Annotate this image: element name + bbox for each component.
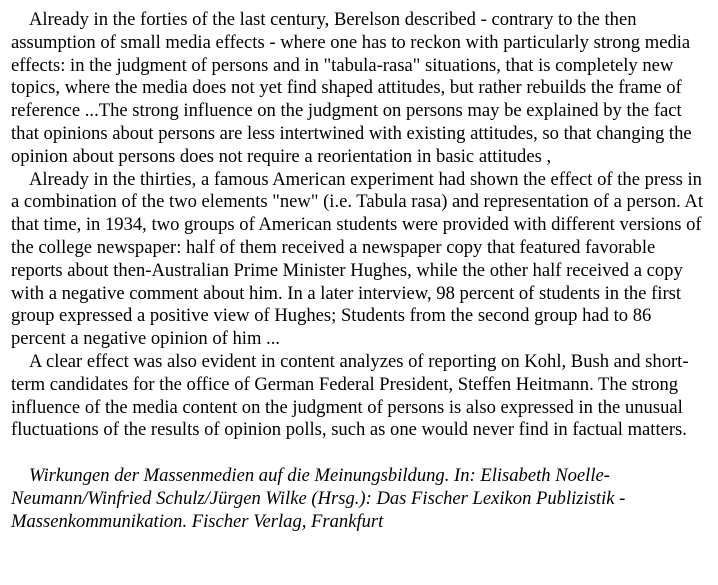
paragraph-content-analyses: A clear effect was also evident in content analyzes of reporting on Kohl, Bush and short-term candidates for the office of German Federal President, Steffen Heitmann. The strong influence of the media content on the judgment of persons is also expressed in the unusual fluctuations of the results of opinion polls, such as one would never find in factual matters. [11,350,689,441]
blank-line [11,442,709,465]
document-body [11,9,709,533]
paragraph-berelson: Already in the forties of the last century, Berelson described - contrary to the then assumption of small media effects - where one has to reckon with particularly strong media effects: in the judgment of persons and in "tabula-rasa" situations, that is completely new topics, where the media does not yet find shaped attitudes, but rather rebuilds the frame of reference ...The strong influence on the judgment on persons may be explained by the fact that opinions about persons are less intertwined with existing attitudes, so that changing the opinion about persons does not require a reorientation in basic attitudes , [11,9,692,167]
source-citation: Wirkungen der Massenmedien auf die Meinungsbildung. In: Elisabeth Noelle-Neumann/Winfried Schulz/Jürgen Wilke (Hrsg.): Das Fischer Lexikon Publizistik - Massenkommunikation. Fischer Verlag, Frankfurt [11,464,626,532]
paragraph-american-experiment: Already in the thirties, a famous American experiment had shown the effect of the press in a combination of the two elements "new" (i.e. Tabula rasa) and representation of a person. At that time, in 1934, two groups of American students were provided with different versions of the college newspaper: half of them received a newspaper copy that featured favorable reports about then-Australian Prime Minister Hughes, while the other half received a copy with a negative comment about him. In a later interview, 98 percent of students in the first group expressed a positive view of Hughes; Students from the second group had to 86 percent a negative opinion of him ... [11,168,703,350]
